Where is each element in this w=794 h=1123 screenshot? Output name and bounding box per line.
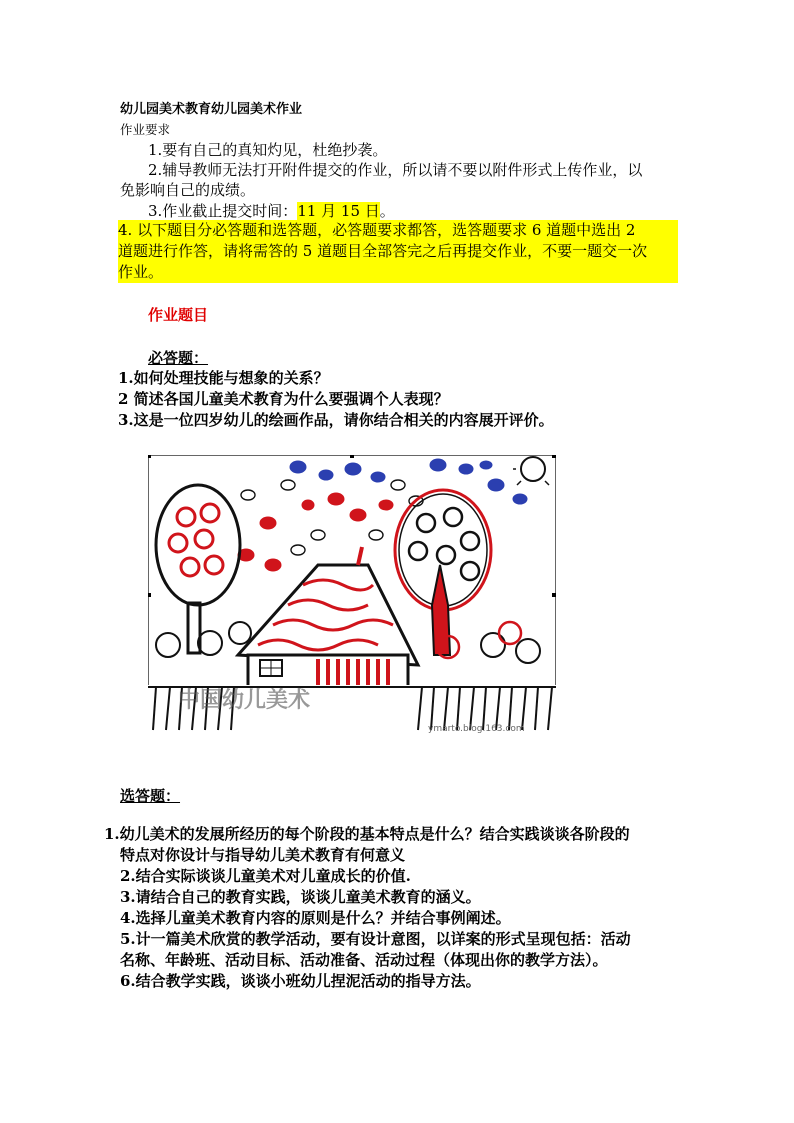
- requirement-2a: 2.辅导教师无法打开附件提交的作业，所以请不要以附件形式上传作业，以: [148, 161, 643, 179]
- optional-question-2: 2.结合实际谈谈儿童美术对儿童成长的价值.: [120, 867, 411, 885]
- optional-question-5a: 5.计一篇美术欣赏的教学活动，要有设计意图，以详案的形式呈现包括：活动: [120, 930, 631, 948]
- requirement-2b: 免影响自己的成绩。: [120, 181, 256, 199]
- optional-question-4: 4.选择儿童美术教育内容的原则是什么？并结合事例阐述。: [120, 909, 511, 927]
- required-question-3: 3.这是一位四岁幼儿的绘画作品，请你结合相关的内容展开评价。: [118, 411, 554, 429]
- required-question-1: 1.如何处理技能与想象的关系？: [118, 369, 329, 387]
- requirement-3-end: 。: [379, 202, 395, 220]
- required-heading: 必答题：: [148, 349, 209, 367]
- watermark-text: 中国幼儿美术: [178, 688, 311, 713]
- requirements-heading: 作业要求: [120, 122, 171, 137]
- requirement-4b: 道题进行作答，请将需答的 5 道题目全部答完之后再提交作业，不要一题交一次: [118, 242, 648, 260]
- optional-question-6: 6.结合教学实践，谈谈小班幼儿捏泥活动的指导方法。: [120, 972, 481, 990]
- document-title: 幼儿园美术教育幼儿园美术作业: [120, 102, 303, 117]
- requirement-3-label: 3.作业截止提交时间：: [148, 202, 298, 220]
- optional-heading: 选答题：: [120, 787, 181, 805]
- optional-question-1a: 1.幼儿美术的发展所经历的每个阶段的基本特点是什么？结合实践谈谈各阶段的: [104, 825, 630, 843]
- requirement-3: [148, 201, 395, 221]
- watermark-url: ymarto.blog.163.com: [428, 724, 525, 734]
- requirement-4-highlight: [118, 220, 678, 283]
- optional-question-3: 3.请结合自己的教育实践，谈谈儿童美术教育的涵义。: [120, 888, 481, 906]
- child-drawing-image: [148, 455, 556, 735]
- requirement-1: 1.要有自己的真知灼见，杜绝抄袭。: [148, 141, 388, 159]
- section-title: 作业题目: [148, 306, 209, 324]
- optional-question-5b: 名称、年龄班、活动目标、活动准备、活动过程（体现出你的教学方法）。: [120, 951, 608, 969]
- optional-question-1b: 特点对你设计与指导幼儿美术教育有何意义: [120, 846, 406, 864]
- deadline-date: 11 月 15 日: [297, 202, 380, 220]
- requirement-4c: 作业。: [118, 263, 164, 281]
- requirement-4a: 4. 以下题目分必答题和选答题，必答题要求都答，选答题要求 6 道题中选出 2: [118, 221, 636, 239]
- required-question-2: 2 简述各国儿童美术教育为什么要强调个人表现？: [118, 390, 449, 408]
- child-drawing-svg: [148, 455, 556, 735]
